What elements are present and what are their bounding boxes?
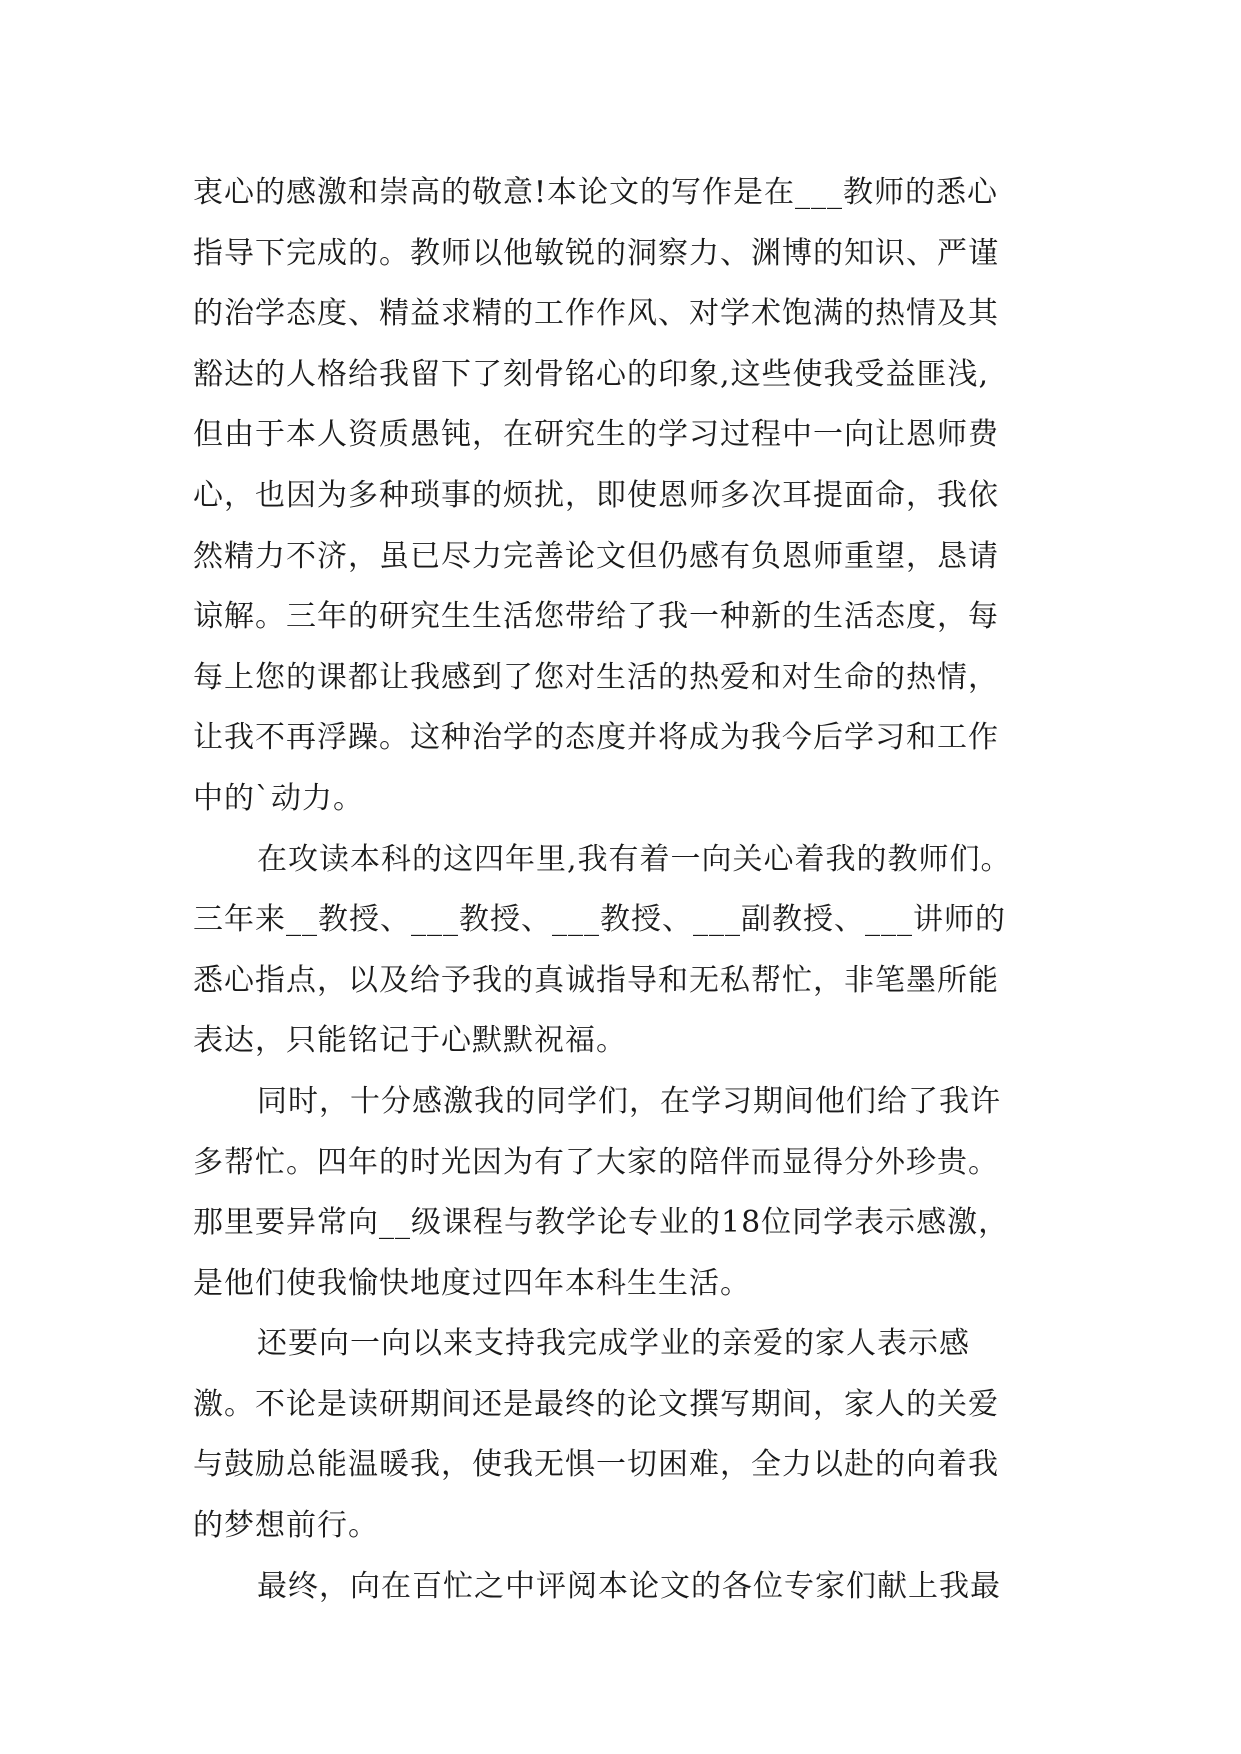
- text-line: 中的`动力。: [193, 780, 364, 816]
- text-line: 心，也因为多种琐事的烦扰，即使恩师多次耳提面命，我依: [193, 477, 999, 513]
- text-line: 让我不再浮躁。这种治学的态度并将成为我今后学习和工作: [193, 720, 999, 756]
- text-line: 还要向一向以来支持我完成学业的亲爱的家人表示感: [257, 1326, 970, 1362]
- paragraph: [193, 1072, 1053, 1314]
- text-line: 豁达的人格给我留下了刻骨铭心的印象,这些使我受益匪浅,: [193, 356, 990, 392]
- text-line: 最终，向在百忙之中评阅本论文的各位专家们献上我最: [257, 1568, 1001, 1604]
- text-line: 每上您的课都让我感到了您对生活的热爱和对生命的热情，: [193, 659, 999, 695]
- text-line: 同时，十分感激我的同学们，在学习期间他们给了我许: [257, 1083, 1001, 1119]
- paragraph: [193, 1557, 1053, 1618]
- text-line: 悉心指点，以及给予我的真诚指导和无私帮忙，非笔墨所能: [193, 962, 999, 998]
- paragraph: [193, 163, 1053, 830]
- text-line: 多帮忙。四年的时光因为有了大家的陪伴而显得分外珍贵。: [193, 1144, 999, 1180]
- paragraph: [193, 830, 1053, 1072]
- text-line: 然精力不济，虽已尽力完善论文但仍感有负恩师重望，恳请: [193, 538, 999, 574]
- text-line: 指导下完成的。教师以他敏锐的洞察力、渊博的知识、严谨: [193, 235, 999, 271]
- document-body: [193, 163, 1053, 1617]
- text-line: 但由于本人资质愚钝，在研究生的学习过程中一向让恩师费: [193, 417, 999, 453]
- text-line: 衷心的感激和崇高的敬意!本论文的写作是在___教师的悉心: [193, 175, 999, 210]
- text-line: 三年来__教授、___教授、___教授、___副教授、___讲师的: [193, 902, 1006, 938]
- text-line: 与鼓励总能温暖我，使我无惧一切困难，全力以赴的向着我: [193, 1447, 999, 1483]
- text-line: 激。不论是读研期间还是最终的论文撰写期间，家人的关爱: [193, 1386, 999, 1422]
- text-line: 是他们使我愉快地度过四年本科生生活。: [193, 1265, 751, 1301]
- text-line: 在攻读本科的这四年里,我有着一向关心着我的教师们。: [257, 841, 1012, 877]
- text-line: 的梦想前行。: [193, 1508, 379, 1544]
- text-line: 的治学态度、精益求精的工作作风、对学术饱满的热情及其: [193, 296, 999, 332]
- text-line: 表达，只能铭记于心默默祝福。: [193, 1023, 627, 1059]
- paragraph: [193, 1314, 1053, 1556]
- text-line: 那里要异常向__级课程与教学论专业的18位同学表示感激，: [193, 1205, 1010, 1241]
- text-line: 谅解。三年的研究生生活您带给了我一种新的生活态度，每: [193, 599, 999, 635]
